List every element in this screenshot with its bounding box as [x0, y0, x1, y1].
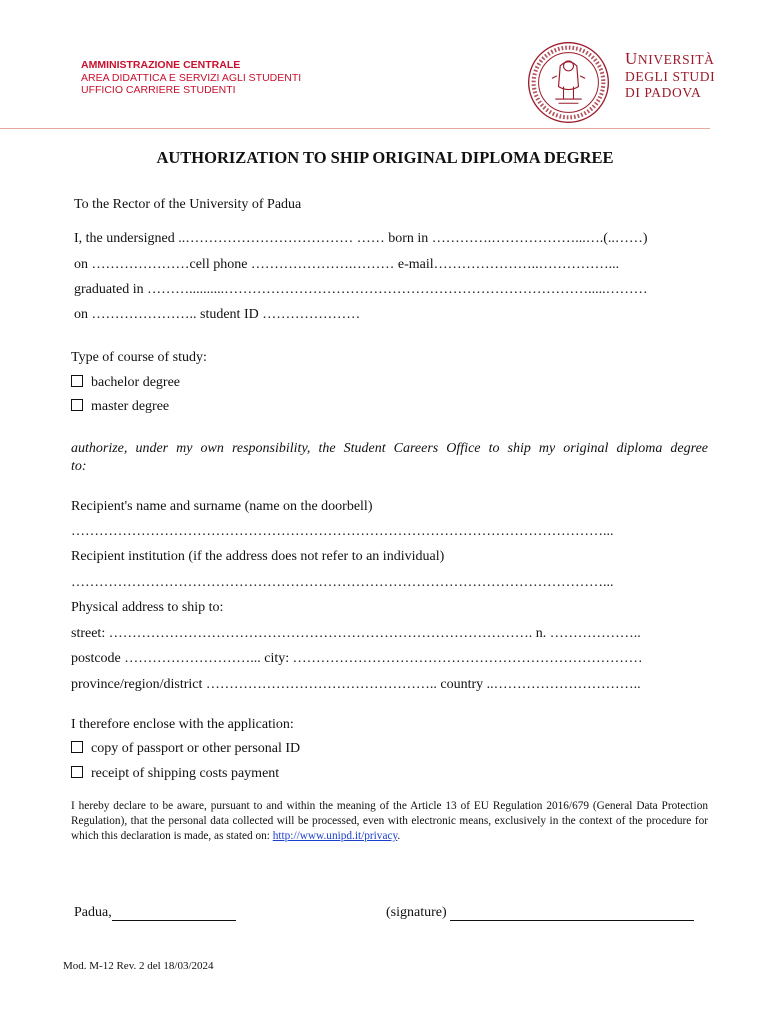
recipient-institution-label: Recipient institution (if the address does not refer to an individual): [71, 549, 445, 564]
university-name-line-1: UNIVERSITÀ: [625, 49, 715, 68]
form-revision-footer: Mod. M-12 Rev. 2 del 18/03/2024: [63, 960, 214, 972]
shipping-receipt-checkbox[interactable]: receipt of shipping costs payment: [71, 766, 279, 782]
checkbox-icon[interactable]: [71, 375, 83, 387]
privacy-link[interactable]: http://www.unipd.it/privacy: [272, 830, 398, 842]
recipient-name-label: Recipient's name and surname (name on the doorbell): [71, 499, 373, 514]
signature-underline[interactable]: [450, 906, 694, 921]
passport-copy-checkbox[interactable]: copy of passport or other personal ID: [71, 741, 300, 757]
recipient-institution-field[interactable]: ……………………………………………………………………………………………………...: [71, 575, 614, 590]
province-country-field[interactable]: province/region/district ………………………………………….. country ..…………………………..: [71, 677, 641, 692]
enclose-label: I therefore enclose with the application:: [71, 717, 294, 732]
course-type-label: Type of course of study:: [71, 350, 207, 365]
university-name-line-3: DI PADOVA: [625, 85, 702, 100]
dept-line-2: AREA DIDATTICA E SERVIZI AGLI STUDENTI: [81, 71, 302, 84]
form-line-contact[interactable]: on …………………cell phone ………………….……… e-mail…………………..……………...: [74, 257, 620, 272]
address-label: Physical address to ship to:: [71, 600, 224, 615]
checkbox-icon[interactable]: [71, 766, 83, 778]
form-line-student-id[interactable]: on ………………….. student ID …………………: [74, 307, 361, 322]
dept-line-1: AMMINISTRAZIONE CENTRALE: [81, 59, 241, 71]
signature-field[interactable]: (signature): [386, 905, 694, 921]
master-degree-checkbox[interactable]: master degree: [71, 399, 169, 415]
department-header: [81, 59, 301, 97]
date-underline[interactable]: [112, 906, 236, 921]
bachelor-degree-checkbox[interactable]: bachelor degree: [71, 375, 180, 391]
postcode-city-field[interactable]: postcode ………………………... city: …………………………………………………………………: [71, 651, 643, 666]
university-name-line-2: DEGLI STUDI: [625, 68, 716, 84]
checkbox-icon[interactable]: [71, 741, 83, 753]
addressee: To the Rector of the University of Padua: [74, 197, 302, 212]
street-field[interactable]: street: ………………………………………………………………………………. n. ………………..: [71, 626, 641, 641]
dept-line-3: UFFICIO CARRIERE STUDENTI: [81, 84, 236, 96]
authorize-statement: authorize, under my own responsibility, the Student Careers Office to ship my original diploma degree to:: [71, 441, 708, 474]
recipient-name-field[interactable]: ……………………………………………………………………………………………………...: [71, 524, 614, 539]
privacy-declaration: I hereby declare to be aware, pursuant to and within the meaning of the Article 13 of EU Regulation 2016/679 (General Data Protection Regulation), that the personal data collected will be processed, even with electronic means, exclusively in the context of the procedure for which this declaration is made, as stated on: http://www.unipd.it/privacy.: [71, 800, 708, 842]
university-name: [625, 51, 715, 102]
place-date-field[interactable]: Padua,: [74, 905, 236, 921]
header-divider: [0, 128, 710, 129]
university-seal-icon: [527, 41, 610, 124]
form-line-undersigned[interactable]: I, the undersigned ..……………………………… …… born in ………….………………...….(..……): [74, 231, 648, 246]
page-title: AUTHORIZATION TO SHIP ORIGINAL DIPLOMA DEGREE: [156, 148, 614, 167]
checkbox-icon[interactable]: [71, 399, 83, 411]
form-line-graduated[interactable]: graduated in ………..........…………………………………………………………………….....………: [74, 282, 648, 297]
